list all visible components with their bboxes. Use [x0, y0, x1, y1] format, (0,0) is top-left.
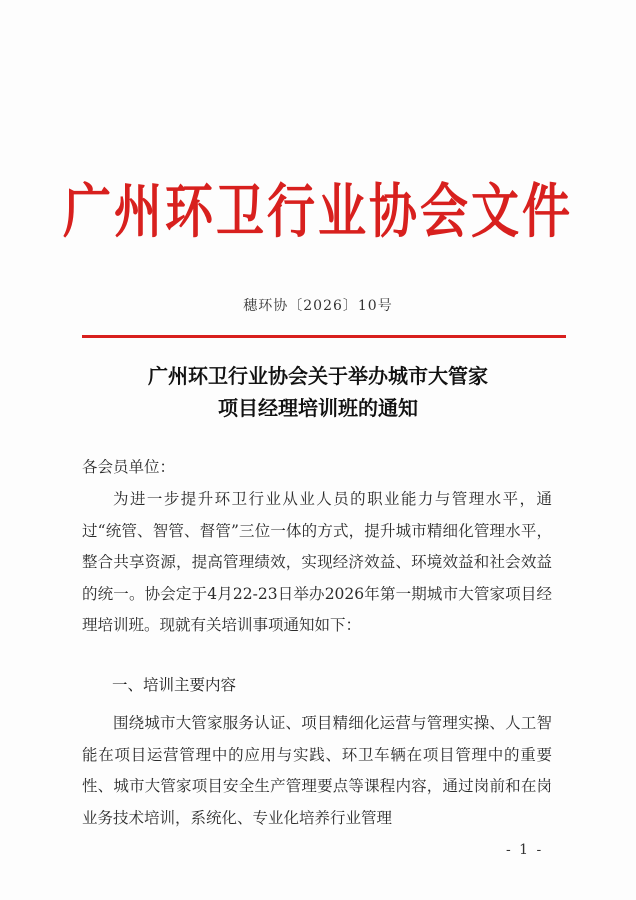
paragraph-intro: 为进一步提升环卫行业从业人员的职业能力与管理水平，通过“统管、智管、督管”三位一体的方式，提升城市精细化管理水平，整合共享资源，提高管理绩效，实现经济效益、环境效益和社会效益的统一。协会定于4月22-23日举办2026年第一期城市大管家项目经理培训班。现就有关培训事项通知如下：	[82, 490, 552, 634]
notice-title-line1: 广州环卫行业协会关于举办城市大管家	[148, 364, 488, 388]
notice-title	[0, 360, 636, 424]
section-heading-training-content: 一、培训主要内容	[112, 676, 237, 694]
red-divider-line	[82, 335, 566, 338]
page-number: - 1 -	[506, 842, 544, 858]
document-number: 穗环协〔2026〕10号	[243, 298, 393, 314]
org-file-title: 广州环卫行业协会文件	[62, 177, 573, 247]
salutation: 各会员单位：	[82, 458, 176, 476]
paragraph-training-content: 围绕城市大管家服务认证、项目精细化运营与管理实操、人工智能在项目运营管理中的应用与实践、环卫车辆在项目管理中的重要性、城市大管家项目安全生产管理要点等课程内容，通过岗前和在岗业务技术培训，系统化、专业化培养行业管理	[82, 714, 552, 827]
notice-title-line2: 项目经理培训班的通知	[218, 396, 418, 420]
